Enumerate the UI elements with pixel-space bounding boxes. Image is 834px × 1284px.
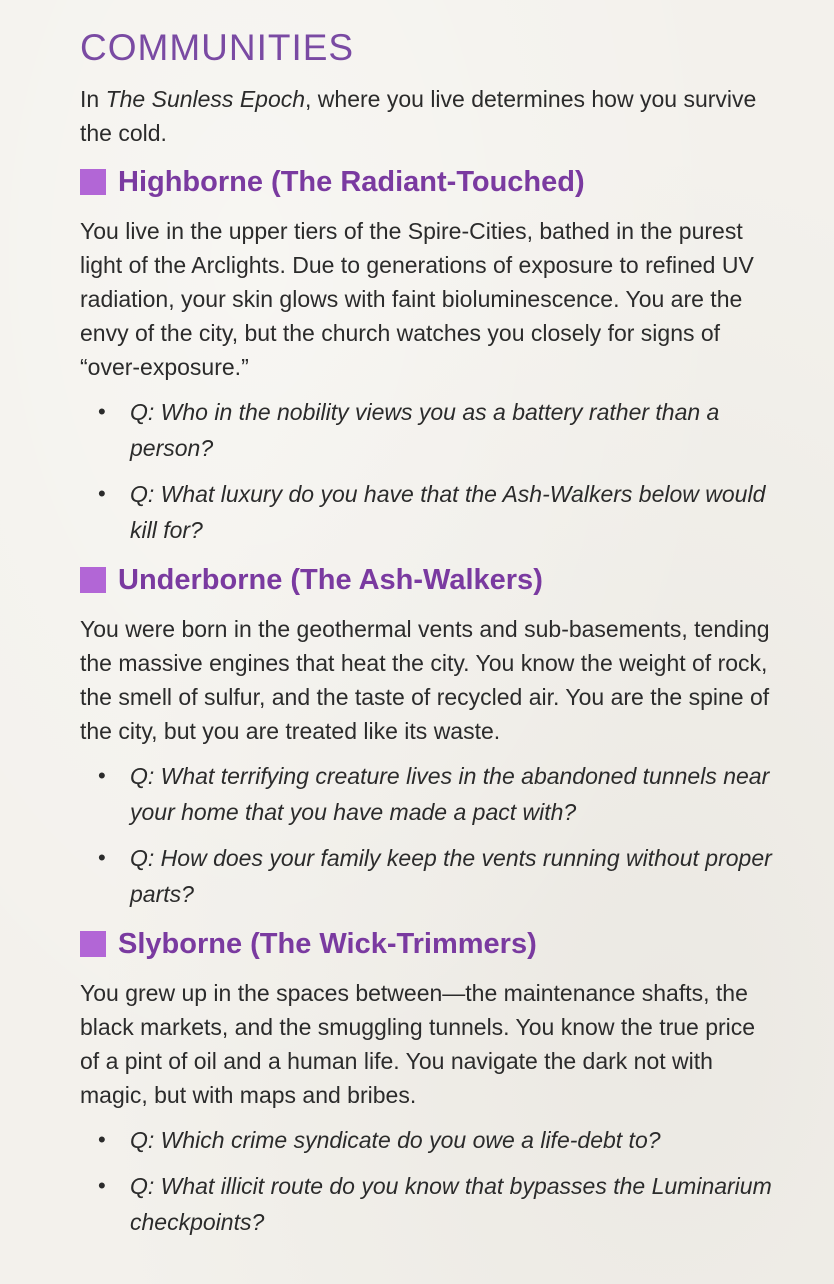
section-heading: [80, 558, 780, 602]
intro-suffix: , where you live determines how you survive the cold.: [80, 86, 757, 146]
purple-square-icon: [80, 931, 106, 957]
question-text: Q: What illicit route do you know that bypasses the Luminarium checkpoints?: [130, 1173, 772, 1235]
section-heading-text: Slyborne (The Wick-Trimmers): [118, 928, 537, 960]
section-body: You live in the upper tiers of the Spire-Cities, bathed in the purest light of the Arclights. Due to generations of exposure to refined UV radiation, your skin glows with faint bioluminescence. You are the envy of the city, but the church watches you closely for signs of “over-exposure.”: [80, 218, 754, 380]
intro-game-title: The Sunless Epoch: [105, 86, 306, 112]
question-item: [80, 1168, 780, 1240]
question-text: Q: Who in the nobility views you as a battery rather than a person?: [130, 399, 720, 461]
bullet-icon: •: [98, 1173, 106, 1198]
question-item: [80, 476, 780, 548]
question-list: [80, 394, 780, 548]
bullet-icon: •: [98, 763, 106, 788]
page-title: COMMUNITIES: [80, 27, 355, 68]
section-slyborne: [80, 922, 780, 1240]
section-highborne: [80, 160, 780, 548]
bullet-icon: •: [98, 481, 106, 506]
question-item: [80, 840, 780, 912]
question-item: [80, 1122, 780, 1158]
section-heading-text: Underborne (The Ash-Walkers): [118, 564, 543, 596]
question-item: [80, 758, 780, 830]
section-underborne: [80, 558, 780, 912]
question-list: [80, 1122, 780, 1240]
question-text: Q: What luxury do you have that the Ash-Walkers below would kill for?: [130, 481, 766, 543]
purple-square-icon: [80, 169, 106, 195]
question-list: [80, 758, 780, 912]
bullet-icon: •: [98, 399, 106, 424]
bullet-icon: •: [98, 1127, 106, 1152]
page-content: [80, 28, 780, 1250]
intro-prefix: In: [80, 86, 106, 112]
question-text: Q: What terrifying creature lives in the abandoned tunnels near your home that you have made a pact with?: [130, 763, 770, 825]
purple-square-icon: [80, 567, 106, 593]
section-heading-text: Highborne (The Radiant-Touched): [118, 166, 585, 198]
section-heading: [80, 922, 780, 966]
question-text: Q: Which crime syndicate do you owe a life-debt to?: [130, 1127, 661, 1153]
intro-paragraph: [80, 82, 780, 150]
section-body: You grew up in the spaces between—the maintenance shafts, the black markets, and the smuggling tunnels. You know the true price of a pint of oil and a human life. You navigate the dark not with magic, but with maps and bribes.: [80, 980, 756, 1108]
question-item: [80, 394, 780, 466]
section-body: You were born in the geothermal vents and sub-basements, tending the massive engines that heat the city. You know the weight of rock, the smell of sulfur, and the taste of recycled air. You are the spine of the city, but you are treated like its waste.: [80, 616, 770, 744]
bullet-icon: •: [98, 845, 106, 870]
question-text: Q: How does your family keep the vents running without proper parts?: [130, 845, 772, 907]
section-heading: [80, 160, 780, 204]
